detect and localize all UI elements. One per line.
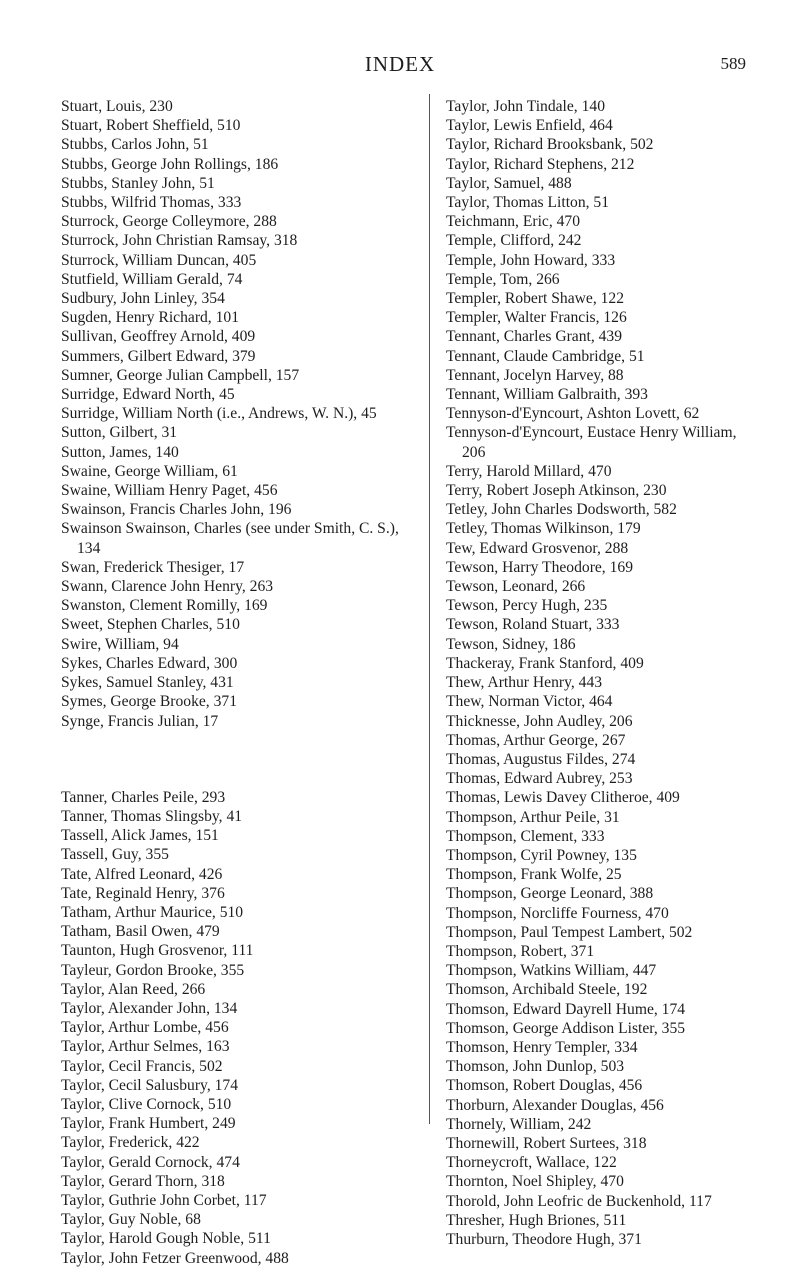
index-entry: Thomas, Edward Aubrey, 253	[446, 770, 633, 788]
index-entry: Taunton, Hugh Grosvenor, 111	[61, 942, 254, 960]
index-entry: Taylor, Richard Brooksbank, 502	[446, 136, 654, 154]
index-entry: Thornely, William, 242	[446, 1115, 592, 1133]
index-entry: Terry, Robert Joseph Atkinson, 230	[446, 482, 667, 500]
index-entry: Stubbs, Wilfrid Thomas, 333	[61, 194, 242, 212]
index-entry: Swanston, Clement Romilly, 169	[61, 597, 268, 615]
index-entry: Swaine, George William, 61	[61, 462, 238, 480]
index-entry: Stuart, Robert Sheffield, 510	[61, 117, 241, 135]
index-entry: Tennyson-d'Eyncourt, Eustace Henry William, 206	[446, 424, 737, 461]
index-entry: Tennant, Claude Cambridge, 51	[446, 347, 645, 365]
index-entry: Taylor, Gerald Cornock, 474	[61, 1153, 240, 1171]
index-entry: Thompson, George Leonard, 388	[446, 885, 654, 903]
index-entry: Thompson, Cyril Powney, 135	[446, 846, 637, 864]
index-entry: Tassell, Guy, 355	[61, 846, 169, 864]
index-entry: Stubbs, George John Rollings, 186	[61, 155, 279, 173]
index-entry: Sugden, Henry Richard, 101	[61, 309, 239, 327]
index-entry: Thompson, Arthur Peile, 31	[446, 808, 620, 826]
index-entry: Sykes, Samuel Stanley, 431	[61, 674, 234, 692]
index-entry: Thomson, Robert Douglas, 456	[446, 1077, 643, 1095]
index-entry: Synge, Francis Julian, 17	[61, 712, 219, 730]
index-entry: Sturrock, George Colleymore, 288	[61, 213, 277, 231]
index-entry: Taylor, Guy Noble, 68	[61, 1211, 201, 1229]
index-entry: Taylor, Samuel, 488	[446, 174, 572, 192]
index-entry: Thornton, Noel Shipley, 470	[446, 1173, 624, 1191]
index-entry: Swan, Frederick Thesiger, 17	[61, 558, 245, 576]
index-entry: Tennant, William Galbraith, 393	[446, 386, 648, 404]
column-divider	[429, 94, 430, 1124]
index-entry: Tatham, Basil Owen, 479	[61, 923, 220, 941]
index-entry: Sutton, Gilbert, 31	[61, 424, 178, 442]
index-entry: Swainson Swainson, Charles (see under Smith, C. S.), 134	[61, 520, 399, 557]
index-entry: Taylor, Richard Stephens, 212	[446, 155, 635, 173]
index-entry: Thomas, Lewis Davey Clitheroe, 409	[446, 789, 680, 807]
index-entry: Thomson, Archibald Steele, 192	[446, 981, 648, 999]
index-entry: Swire, William, 94	[61, 635, 179, 653]
index-entry: Thomson, Henry Templer, 334	[446, 1038, 638, 1056]
index-entry: Taylor, Arthur Lombe, 456	[61, 1019, 229, 1037]
page-title: INDEX	[364, 52, 436, 76]
index-entry: Tanner, Charles Peile, 293	[61, 788, 226, 806]
index-entry: Tassell, Alick James, 151	[61, 827, 219, 845]
index-entry: Taylor, Guthrie John Corbet, 117	[61, 1191, 267, 1209]
index-entry: Thorold, John Leofric de Buckenhold, 117	[446, 1192, 712, 1210]
index-entry: Sullivan, Geoffrey Arnold, 409	[61, 328, 256, 346]
index-entry: Taylor, Harold Gough Noble, 511	[61, 1230, 271, 1248]
index-entry: Temple, Tom, 266	[446, 270, 560, 288]
index-entry: Thompson, Norcliffe Fourness, 470	[446, 904, 669, 922]
index-entry: Teichmann, Eric, 470	[446, 213, 581, 231]
index-entry: Taylor, Thomas Litton, 51	[446, 194, 610, 212]
section-gap	[61, 731, 423, 788]
index-entry: Thompson, Robert, 371	[446, 942, 595, 960]
index-entry: Thomas, Augustus Fildes, 274	[446, 750, 636, 768]
index-entry: Taylor, John Fetzer Greenwood, 488	[61, 1249, 289, 1267]
index-entry: Taylor, Alan Reed, 266	[61, 980, 206, 998]
index-entry: Tewson, Leonard, 266	[446, 578, 586, 596]
index-entry: Sturrock, William Duncan, 405	[61, 251, 257, 269]
index-entry: Temple, John Howard, 333	[446, 251, 616, 269]
index-entry: Thomson, John Dunlop, 503	[446, 1058, 625, 1076]
index-entry: Thomson, Edward Dayrell Hume, 174	[446, 1000, 686, 1018]
index-entry: Thomson, George Addison Lister, 355	[446, 1019, 686, 1037]
index-entry: Swaine, William Henry Paget, 456	[61, 482, 278, 500]
index-entry: Temple, Clifford, 242	[446, 232, 582, 250]
index-entry: Taylor, Cecil Francis, 502	[61, 1057, 223, 1075]
index-entry: Tewson, Roland Stuart, 333	[446, 616, 620, 634]
index-column-left	[61, 97, 423, 1268]
index-entry: Summers, Gilbert Edward, 379	[61, 347, 256, 365]
index-entry: Taylor, Lewis Enfield, 464	[446, 117, 613, 135]
index-entry: Stubbs, Carlos John, 51	[61, 136, 209, 154]
index-entry: Tennyson-d'Eyncourt, Ashton Lovett, 62	[446, 405, 700, 423]
index-entry: Tewson, Percy Hugh, 235	[446, 597, 608, 615]
index-entry: Thew, Norman Victor, 464	[446, 693, 613, 711]
index-entry: Stubbs, Stanley John, 51	[61, 174, 215, 192]
index-entry: Swann, Clarence John Henry, 263	[61, 578, 274, 596]
index-entry: Thompson, Paul Tempest Lambert, 502	[446, 923, 693, 941]
index-entry: Tewson, Harry Theodore, 169	[446, 558, 633, 576]
index-group-t	[61, 788, 423, 1268]
index-entry: Terry, Harold Millard, 470	[446, 462, 612, 480]
index-entry: Tanner, Thomas Slingsby, 41	[61, 807, 243, 825]
index-entry: Taylor, John Tindale, 140	[446, 98, 605, 115]
index-entry: Tate, Reginald Henry, 376	[61, 884, 225, 902]
index-entry: Thompson, Watkins William, 447	[446, 962, 657, 980]
index-entry: Tennant, Charles Grant, 439	[446, 328, 623, 346]
index-entry: Thew, Arthur Henry, 443	[446, 674, 603, 692]
index-entry: Thackeray, Frank Stanford, 409	[446, 654, 644, 672]
index-entry: Taylor, Frederick, 422	[61, 1134, 200, 1152]
index-entry: Taylor, Clive Cornock, 510	[61, 1095, 232, 1113]
index-entry: Thorburn, Alexander Douglas, 456	[446, 1096, 664, 1114]
index-entry: Templer, Robert Shawe, 122	[446, 290, 625, 308]
page-header	[0, 52, 800, 82]
index-entry: Taylor, Cecil Salusbury, 174	[61, 1076, 239, 1094]
index-entry: Tewson, Sidney, 186	[446, 635, 576, 653]
index-entry: Taylor, Frank Humbert, 249	[61, 1115, 236, 1133]
index-entry: Tetley, John Charles Dodsworth, 582	[446, 501, 677, 519]
index-entry: Surridge, William North (i.e., Andrews, W. N.), 45	[61, 405, 377, 423]
index-entry: Thorneycroft, Wallace, 122	[446, 1154, 617, 1172]
index-entry: Stutfield, William Gerald, 74	[61, 270, 243, 288]
index-entry: Sturrock, John Christian Ramsay, 318	[61, 232, 298, 250]
index-entry: Tew, Edward Grosvenor, 288	[446, 539, 629, 557]
index-entry: Tayleur, Gordon Brooke, 355	[61, 961, 245, 979]
index-entry: Thompson, Clement, 333	[446, 827, 605, 845]
index-entry: Thresher, Hugh Briones, 511	[446, 1211, 627, 1229]
index-entry: Thicknesse, John Audley, 206	[446, 712, 633, 730]
index-entry: Tennant, Jocelyn Harvey, 88	[446, 366, 624, 384]
index-entry: Sumner, George Julian Campbell, 157	[61, 366, 300, 384]
index-entry: Tetley, Thomas Wilkinson, 179	[446, 520, 641, 538]
index-entry: Sudbury, John Linley, 354	[61, 290, 225, 308]
index-entry: Taylor, Gerard Thorn, 318	[61, 1172, 225, 1190]
index-entry: Swainson, Francis Charles John, 196	[61, 501, 292, 519]
index-entry: Templer, Walter Francis, 126	[446, 309, 627, 327]
page-number: 589	[720, 54, 746, 73]
index-entry: Sutton, James, 140	[61, 443, 179, 461]
index-entry: Thompson, Frank Wolfe, 25	[446, 866, 622, 884]
index-entry: Tatham, Arthur Maurice, 510	[61, 903, 244, 921]
index-entry: Symes, George Brooke, 371	[61, 693, 237, 711]
index-entry: Thornewill, Robert Surtees, 318	[446, 1134, 647, 1152]
index-column-right	[446, 97, 752, 1249]
index-entry: Thomas, Arthur George, 267	[446, 731, 626, 749]
index-entry: Stuart, Louis, 230	[61, 98, 173, 115]
index-entry: Thurburn, Theodore Hugh, 371	[446, 1230, 642, 1248]
index-entry: Sweet, Stephen Charles, 510	[61, 616, 240, 634]
index-entry: Sykes, Charles Edward, 300	[61, 654, 238, 672]
index-entry: Taylor, Arthur Selmes, 163	[61, 1038, 230, 1056]
index-entry: Taylor, Alexander John, 134	[61, 999, 238, 1017]
index-entry: Tate, Alfred Leonard, 426	[61, 865, 223, 883]
index-group-s	[61, 97, 423, 731]
index-entry: Surridge, Edward North, 45	[61, 386, 235, 404]
